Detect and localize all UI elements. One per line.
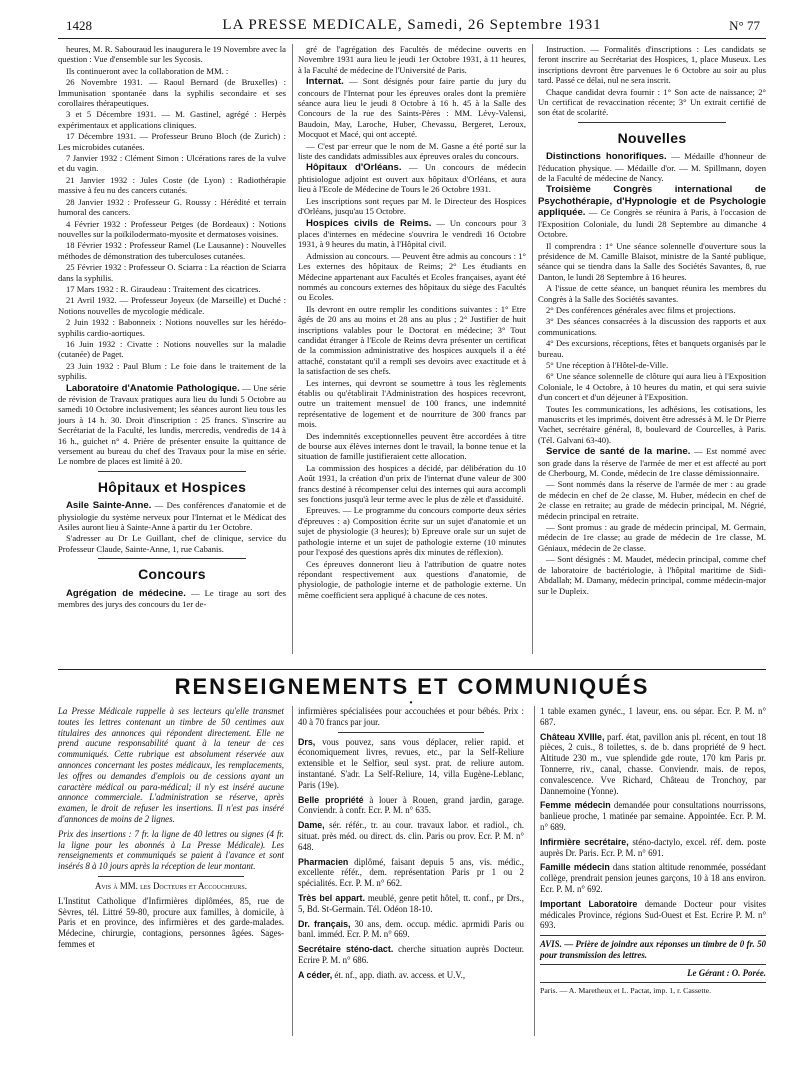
ad-text: parf. état, pavillon anis pl. récent, en tout 18 pièces, 2 cuis., 8 toilettes, s. de b. dans propriété de 9 hect. Altitude 230 m., vue splendide gde route, 170 km Paris pr. Tonnerre, riv., canal, chasse. Conviendr. mais. de repos, convalescence. Vve Richard, Château de Tronchoy, par Dannemoine (Yonne). bbox=[540, 731, 767, 796]
paragraph: 18 Février 1932 : Professeur Ramel (Le Lausanne) : Nouvelles méthodes de démonstration des tuberculoses cutanées. bbox=[58, 240, 286, 261]
item-heading: Hospices civils de Reims. bbox=[306, 217, 432, 229]
item-heading: Asile Sainte-Anne. bbox=[66, 500, 152, 512]
paragraph bbox=[538, 184, 766, 239]
classified-column-3 bbox=[540, 706, 766, 996]
item-heading: Troisième Congrès international de Psychothérapie, d'Hypnologie et de Psychologie appliquée. bbox=[538, 184, 766, 219]
classified-ad bbox=[540, 899, 766, 931]
item-heading: Service de santé de la marine. bbox=[546, 446, 691, 458]
paragraph: La commission des hospices a décidé, par délibération du 10 Août 1931, la création d'un prix de l'internat d'une valeur de 300 francs destiné à récompenser celui des internes qui aura accompli ses fonctions jusqu'à leur terme avec le plus de zèle et d'assiduité. bbox=[298, 462, 526, 505]
ad-text: sér. référ., tr. au cour. travaux labor. et radiol., ch. situat. près méd. ou direct. ds. clin. Paris ou prov. Ecr. P. M. n° 648. bbox=[298, 820, 524, 852]
paragraph: Admission au concours. — Peuvent être admis au concours : 1° Les externes des hôpitaux de Reims; 2° Les étudiants en Médecine appartenant aux Facultés et Ecoles françaises, ayant été nommés au concours externes des hôpitaux du siège des Facultés ou Ecoles. bbox=[298, 250, 526, 303]
paragraph bbox=[58, 588, 286, 610]
ad-lead: Belle propriété bbox=[298, 794, 364, 805]
item-heading: Hôpitaux d'Orléans. bbox=[306, 162, 402, 174]
notice-text: La Presse Médicale rappelle à ses lecteurs qu'elle transmet toutes les lettres contenant un timbre de 50 centimes aux titulaires des annonces qui répondent directement. Elle ne prend aucune responsabilité quant à la teneur de ces communiqués. Cette rubrique est absolument réservée aux annonces concernant les postes médicaux, les remplacements, les offres ou demandes d'emplois ou de cessions ayant un caractère médical ou para-médical; il n'y est inséré aucune annonce commerciale. L'administration se réserve, après examen, le droit de refuser les insertions. Il n'est pas inséré d'annonces de moins de 2 lignes. bbox=[58, 706, 284, 824]
issue-number: N° 77 bbox=[729, 18, 760, 33]
column-divider bbox=[292, 706, 293, 1036]
ad-text: ét. nf., app. diath. av. access. et U.V., bbox=[334, 969, 466, 980]
banner-text: RENSEIGNEMENTS ET COMMUNIQUÉS bbox=[174, 674, 650, 699]
divider bbox=[98, 558, 246, 559]
paragraph: A l'issue de cette séance, un banquet réunira les membres du Congrès à la Salle des Sociétés savantes. bbox=[538, 283, 766, 304]
ad-lead: Pharmacien bbox=[298, 856, 349, 867]
section-heading-concours: Concours bbox=[138, 566, 206, 583]
column-1 bbox=[58, 44, 286, 611]
paragraph bbox=[538, 446, 766, 478]
column-2 bbox=[298, 44, 526, 601]
paragraph: 23 Juin 1932 : Paul Blum : Le foie dans le traitement de la syphilis. bbox=[58, 360, 286, 382]
ad-continuation: 1 table examen gynéc., 1 laveur, ens. ou sépar. Ecr. P. M. n° 687. bbox=[540, 706, 766, 727]
paragraph: Toutes les communications, les adhésions, les cotisations, les manuscrits et les imprimés, doivent être adressés à M. le Dr Pierre Vachet, secrétaire général, 8, boulevard de Courcelles, à Paris. (Tél. Galvani 63-40). bbox=[538, 403, 766, 445]
column-divider bbox=[532, 44, 533, 654]
paragraph: Chaque candidat devra fournir : 1° Son acte de naissance; 2° Un certificat de revaccination récente; 3° Un extrait certifié de son état de scolarité. bbox=[538, 86, 766, 118]
paragraph: 5° Une réception à l'Hôtel-de-Ville. bbox=[546, 359, 669, 370]
paragraph: 7 Janvier 1932 : Clément Simon : Ulcérations rares de la vulve et du vagin. bbox=[58, 153, 286, 174]
paragraph: S'adresser au Dr Le Guillant, chef de clinique, service du Professeur Claude, Sainte-Anne, 1, rue Cabanis. bbox=[58, 533, 286, 554]
ad-text: 30 ans, dem. occup. médic. aprmidi Paris ou banl. imméd. Ecr. P. M. n° 669. bbox=[298, 918, 524, 940]
paragraph: heures, M. R. Sabouraud les inaugurera le 19 Novembre avec la question : Vue d'ensemble sur les Sycosis. bbox=[58, 44, 286, 65]
ad-lead: Très bel appart. bbox=[298, 892, 365, 903]
column-3 bbox=[538, 44, 766, 597]
ad-text: cherche situation auprès Docteur. Ecrire P. M. n° 686. bbox=[298, 944, 525, 965]
prices-text: Prix des insertions : 7 fr. la ligne de 40 lettres ou signes (4 fr. la ligne pour les abonnés à La Presse Médicale). Les renseignements et communiqués se paient à l'avance et sont insérés 8 à 10 jours après la réception de leur montant. bbox=[58, 828, 284, 872]
item-text: — Un concours de médecin phtisiologue adjoint est ouvert aux hôpitaux d'Orléans, et aura lieu à l'Ecole de Médecine de Tours le 26 Octobre 1931. bbox=[298, 162, 527, 195]
item-text: — Médaille d'honneur de l'éducation physique. — Médaille d'or. — M. Spillmann, doyen de la Faculté de médecine de Nancy. bbox=[538, 151, 766, 184]
classifieds bbox=[58, 706, 766, 1086]
item-heading: Distinctions honorifiques. bbox=[546, 151, 667, 163]
paragraph: 25 Février 1932 : Professeur O. Sciarra : La réaction de Sciarra dans la syphilis. bbox=[58, 262, 286, 283]
ad-lead: Infirmière secrétaire, bbox=[540, 836, 629, 847]
ad-lead: A céder, bbox=[298, 969, 333, 980]
ad-continuation: infirmières spécialisées pour accouchées et pour bébés. Prix : 40 à 70 francs par jour. bbox=[298, 706, 524, 727]
classified-ad bbox=[298, 795, 524, 817]
ad-text: sténo-dactylo, excel. réf. dem. poste auprès Dr. Paris. Ecr. P. M. n° 691. bbox=[540, 836, 766, 858]
classified-ad bbox=[298, 737, 524, 791]
paragraph: Les internes, qui devront se soumettre à tous les règlements établis ou qu'établirait l'Administration des hospices recevront, outre un traitement mensuel de 100 francs, une indemnité représentative de logement et de nourriture de 300 francs par mois. bbox=[298, 377, 526, 430]
paragraph: 16 Juin 1932 : Civatte : Notions nouvelles sur la maladie (cutanée) de Paget. bbox=[58, 338, 286, 360]
page-header bbox=[58, 14, 766, 39]
paragraph: 2 Juin 1932 : Babonneix : Notions nouvelles sur les hérédo-syphilis cardio-aortiques. bbox=[58, 317, 286, 338]
ad-text: à louer à Rouen, grand jardin, garage. Conviendr. à confr. Ecr. P. M. n° 635. bbox=[298, 794, 524, 816]
item-heading: Laboratoire d'Anatomie Pathologique. bbox=[66, 382, 240, 394]
section-heading-nouvelles: Nouvelles bbox=[617, 129, 687, 146]
paragraph: Epreuves. — Le programme du concours comporte deux séries d'épreuves : a) Composition écrite sur un sujet d'anatomie et un sujet de physiologie (3 heures); b) Epreuve orale sur un sujet de pathologie interne et un sujet de pathologie externe (10 minutes pour l'exposé des questions après dix minutes de réflexion). bbox=[298, 505, 526, 558]
ad-lead: Dame, bbox=[298, 820, 325, 831]
paragraph: — Sont nommés dans la réserve de l'armée de mer : au grade de médecin en chef de 2e classe, M. Huber, médecin en chef de 2e classe en retraite; au grade de médecin principal, M. Négrié, médecin principal en retraite. bbox=[538, 479, 766, 521]
paragraph: 21 Janvier 1932 : Jules Coste (de Lyon) : Radiothérapie massive à feu nu des cancers cutanés. bbox=[58, 174, 286, 196]
classified-ad bbox=[540, 862, 766, 894]
avis-notice: AVIS. — Prière de joindre aux réponses un timbre de 0 fr. 50 pour transmission des lettres. bbox=[540, 935, 766, 965]
paragraph bbox=[58, 500, 286, 532]
journal-title: LA PRESSE MEDICALE, Samedi, 26 Septembre 1931 bbox=[222, 17, 602, 33]
paragraph bbox=[298, 76, 526, 139]
paragraph: — Sont désignés : M. Maudet, médecin principal, comme chef de laboratoire de bactériologie, à l'hôpital maritime de Sidi-Abdallah; M. Damany, médecin principal, comme médecin-major sur le Dupleix. bbox=[538, 554, 766, 596]
paragraph: 3° Des séances consacrées à la discussion des rapports et aux communications. bbox=[538, 316, 766, 337]
section-heading-hopitaux: Hôpitaux et Hospices bbox=[97, 478, 247, 495]
paragraph: Des indemnités exceptionnelles peuvent être accordées à titre de bourse aux élèves internes dont le travail, la bonne tenue et la situation de famille justifieraient cette allocation. bbox=[298, 430, 526, 462]
gerant-signature: Le Gérant : O. Porée. bbox=[540, 965, 766, 983]
paragraph: 17 Mars 1932 : R. Giraudeau : Traitement des cicatrices. bbox=[66, 283, 261, 294]
institut-ad: L'Institut Catholique d'Infirmières diplômées, 85, rue de Sèvres, tél. Littré 59-80, procure aux familles, à domicile, à Paris et en province, des infirmières et des garde-malades. Médecine, chirurgie, contagions, personnes âgées. Sages-femmes et bbox=[58, 895, 284, 949]
item-heading: Agrégation de médecine. bbox=[66, 587, 186, 599]
paragraph: — C'est par erreur que le nom de M. Gasne a été porté sur la liste des candidats admissibles aux épreuves orales du concours. bbox=[298, 140, 526, 162]
ad-lead: Drs, bbox=[298, 736, 316, 747]
paragraph: gré de l'agrégation des Facultés de médecine ouverts en Novembre 1931 aura lieu le jeudi 1er Octobre 1931, à 11 heures, à la Faculté de médecine de l'Université de Paris. bbox=[298, 44, 526, 75]
paragraph: 21 Avril 1932. — Professeur Joyeux (de Marseille) et Duché : Notions nouvelles de mycologie médicale. bbox=[58, 295, 286, 316]
paragraph: 4° Des excursions, réceptions, fêtes et banquets organisés par le bureau. bbox=[538, 338, 766, 359]
ad-lead: Dr. français, bbox=[298, 918, 351, 929]
divider bbox=[98, 471, 246, 472]
ad-text: meublé, genre petit hôtel, tt. conf., pr Drs., 5, Bd. St-Germain. Tél. Odéon 18-10. bbox=[298, 892, 524, 914]
column-divider bbox=[534, 706, 535, 1036]
paragraph: Les inscriptions sont reçues par M. le Directeur des Hospices d'Orléans, jusqu'au 15 Octobre. bbox=[298, 195, 526, 217]
item-text: — Ce Congrès se réunira à Paris, à l'occasion de l'Exposition Coloniale, du lundi 28 Septembre au dimanche 4 Octobre. bbox=[538, 207, 766, 240]
paragraph: 3 et 5 Décembre 1931. — M. Gastinel, agrégé : Herpès expérimentaux et applications cliniques. bbox=[58, 109, 286, 130]
upper-columns bbox=[58, 44, 766, 662]
classified-ad bbox=[540, 732, 766, 797]
ad-lead: Secrétaire sténo-dact. bbox=[298, 944, 394, 955]
newspaper-page bbox=[58, 14, 767, 995]
page-number: 1428 bbox=[66, 18, 92, 33]
column-divider bbox=[292, 44, 293, 654]
paragraph bbox=[58, 383, 286, 467]
ad-lead: Famille médecin bbox=[540, 862, 610, 873]
ad-lead: Château XVIIIe, bbox=[540, 731, 605, 742]
paragraph: 28 Janvier 1932 : Professeur G. Roussy : Hérédité et terrain humoral des cancers. bbox=[58, 196, 286, 218]
paragraph: Ils continueront avec la collaboration de MM. : bbox=[66, 65, 229, 76]
ad-text: dans station altitude renommée, possédant collège, prendrait pension jeunes garçons, 10 à 18 ans environ. Ecr. P. M. n° 692. bbox=[540, 862, 767, 894]
paragraph: Ils devront en outre remplir les conditions suivantes : 1° Etre âgés de 20 ans au moins et 28 ans au plus ; 2° Justifier de huit inscriptions valables pour le Doctorat en médecine; 3° Tout candidat étranger à l'Ecole de Reims devra présenter un certificat de la commission administrative des hospices auxquels il a été attaché, constatant qu'il a rempli ses devoirs avec exactitude et à la satisfaction de ses chefs. bbox=[298, 303, 526, 377]
ad-text: demandée pour consultations nourrissons, banlieue proche, 1 matinée par semaine. Appointée. Ecr. P. M. n° 689. bbox=[540, 800, 766, 832]
avis-heading: Avis à MM. les Docteurs et Accoucheurs. bbox=[95, 880, 247, 891]
paragraph bbox=[298, 162, 526, 194]
ornament: • bbox=[409, 698, 415, 707]
paragraph: Ces épreuves donneront lieu à l'attribution de quatre notes répondant respectivement aux questions d'anatomie, de physiologie, de pathologie interne et de pathologie externe. Un même coefficient sera appliqué à chacune de ces notes. bbox=[298, 558, 526, 600]
ad-lead: Important Laboratoire bbox=[540, 898, 638, 909]
item-text: — Un concours pour 3 places d'internes en médecine s'ouvrira le vendredi 16 Octobre 1931, à 9 heures du matin, à l'Hôpital civil. bbox=[298, 217, 526, 250]
classified-ad bbox=[298, 893, 524, 915]
classified-ad bbox=[298, 820, 524, 852]
paragraph bbox=[298, 218, 526, 250]
ad-text: vous pouvez, sans vous déplacer, relier rapid. et économiquement livres, revues, etc., par la Self-Reliure extensible et le Selfior, seul syst. prat. de reliure autom. instantané. S'adr. La Self-Reliure, 14, villa Eugène-Leblanc, Paris (19e). bbox=[298, 736, 524, 790]
item-heading: Internat. bbox=[306, 76, 344, 88]
classified-ad bbox=[540, 800, 766, 832]
classified-ad bbox=[298, 857, 524, 889]
paragraph: Instruction. — Formalités d'inscriptions : Les candidats se feront inscrire au Secrétariat des Hospices, 1, place Museux. Les inscriptions devront être parvenues le 6 Octobre au soir au plus tard. Passé ce délai, nul ne sera inscrit. bbox=[538, 44, 766, 86]
item-text: — Une série de révision de Travaux pratiques aura lieu du lundi 5 Octobre au samedi 10 Octobre inclusivement; les séances auront lieu tous les jours à 14 h. 30. Droit d'inscription : 25 francs. S'inscrire au Secrétariat de la Faculté, les lundis, mercredis, vendredis de 14 à 16 h., guichet n° 4. Prière de présenter ensuite la quittance de versement au bureau du chef des Travaux pour la mise en série. Le nombre de places est limité à 20. bbox=[58, 382, 286, 467]
paragraph: 17 Décembre 1931. — Professeur Bruno Bloch (de Zurich) : Les microbides cutanées. bbox=[58, 131, 286, 152]
paragraph bbox=[538, 151, 766, 183]
ad-lead: Femme médecin bbox=[540, 800, 611, 811]
item-text: — Est nommé avec son grade dans la réserve de l'armée de mer et est affecté au port de Cherbourg, M. Conde, médecin de 1re classe démissionnaire. bbox=[538, 446, 766, 479]
divider bbox=[578, 122, 726, 123]
item-text: — Le tirage au sort des membres des jurys des concours du 1er de- bbox=[58, 587, 286, 610]
divider bbox=[338, 732, 484, 733]
classified-ad bbox=[298, 944, 524, 966]
classified-ad bbox=[298, 919, 524, 941]
paragraph: 6° Une séance solennelle de clôture qui aura lieu à l'Exposition Coloniale, le 4 Octobre, à 10 heures du matin, et qui sera suivie d'un concert et d'un déjeuner à l'Exposition. bbox=[538, 371, 766, 403]
classified-column-1 bbox=[58, 706, 284, 954]
banner-heading bbox=[58, 669, 766, 706]
divider bbox=[98, 876, 244, 877]
classified-column-2 bbox=[298, 706, 524, 985]
paragraph: Il comprendra : 1° Une séance solennelle d'ouverture sous la présidence de M. Camille Blaisot, ministre de la Santé publique, séance qui se tiendra dans la Salle des Sociétés Savantes, 8, rue Danton, le lundi 28 Septembre à 16 heures. bbox=[538, 240, 766, 282]
ad-text: demande Docteur pour visites médicales Province, régions Sud-Ouest et Est. Ecrire P. M. n° 693. bbox=[540, 898, 766, 931]
printer-imprint: Paris. — A. Maretheux et L. Pactat, imp. 1, r. Cassette. bbox=[540, 985, 712, 995]
paragraph: — Sont promus : au grade de médecin principal, M. Germain, médecin de 1re classe; au grade de médecin de 1re classe, M. Géniaux, médecin de 2e classe. bbox=[538, 522, 766, 553]
classified-ad bbox=[298, 970, 524, 981]
item-text: — Des conférences d'anatomie et de physiologie du système nerveux pour l'Internat et le Médicat des Asiles auront lieu à Sainte-Anne à partir du 1er Octobre. bbox=[58, 500, 286, 533]
paragraph: 26 Novembre 1931. — Raoul Bernard (de Bruxelles) : Immunisation spontanée dans la syphilis secondaire et ses corollaires thérapeutiques. bbox=[58, 77, 286, 109]
item-text: — Sont désignés pour faire partie du jury du concours de l'Internat pour les épreuves orales dont la première séance aura lieu le jeudi 8 Octobre à 16 h. 45 à la Salle des Concours de la rue des Saints-Pères : MM. Lévy-Valensi, Baudoin, May, Laroche, Huber, Chevassu, Bergeret, Leroux, Mocquot et Macé, qui ont accepté. bbox=[298, 76, 526, 140]
paragraph: 2° Des conférences générales avec films et projections. bbox=[546, 304, 736, 315]
paragraph: 4 Février 1932 : Professeur Petges (de Bordeaux) : Notions nouvelles sur la poïkilodermato-myosite et dermatoses voisines. bbox=[58, 218, 286, 239]
classified-ad bbox=[540, 837, 766, 859]
ad-text: diplômé, faisant depuis 5 ans, vis. médic., excellente référ., dem. représentation Paris pr 1 ou 2 spécialités. Ecr. P. M. n° 662. bbox=[298, 856, 524, 889]
